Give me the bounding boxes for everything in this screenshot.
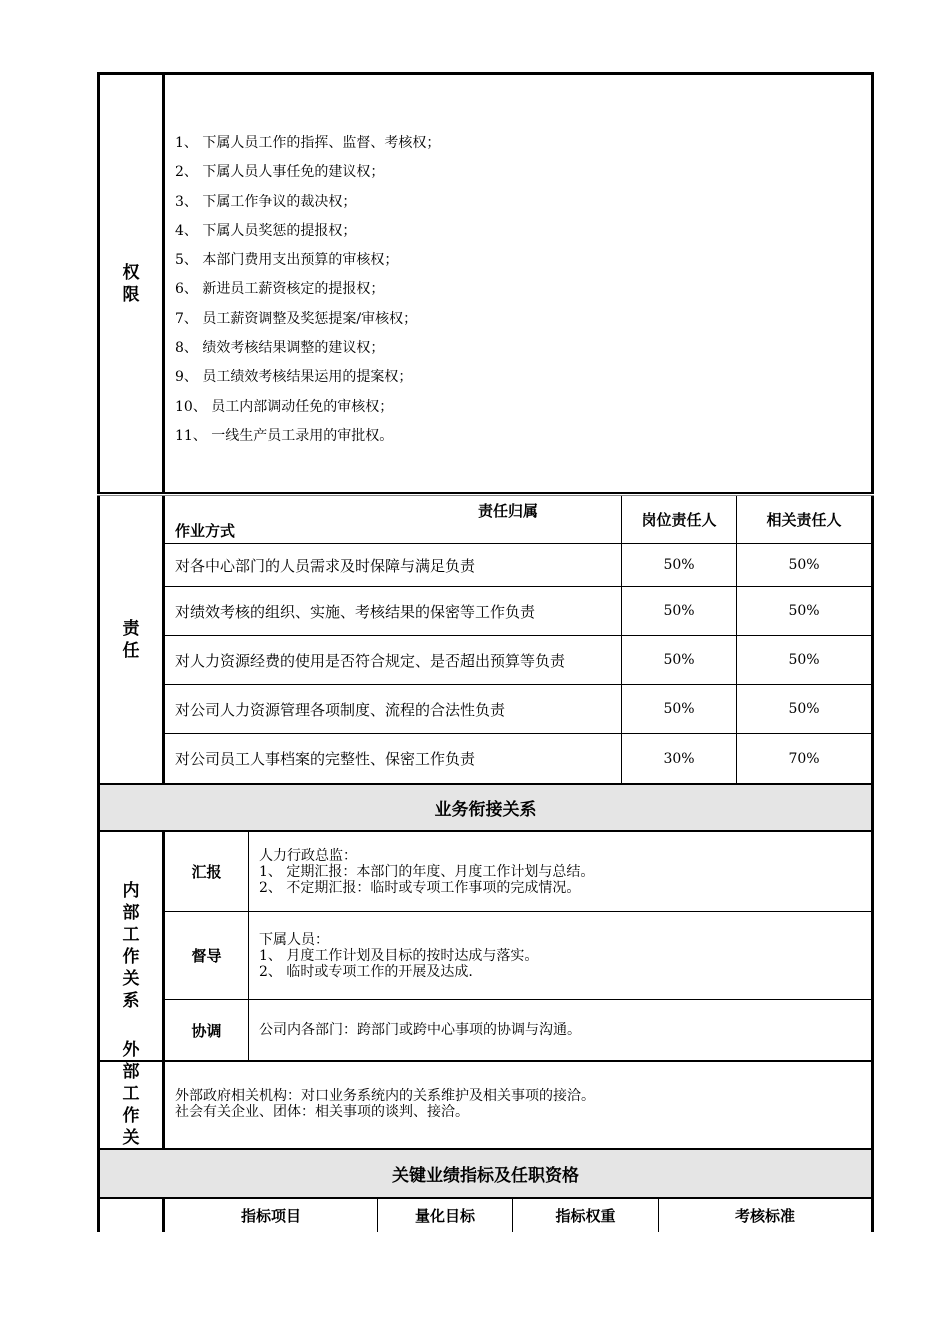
external-relations-label: 外部工作关 [97,1062,165,1148]
relation-line: 2、 临时或专项工作的开展及达成. [259,964,473,980]
external-relations-section [97,1040,874,1148]
internal-relations-label: 内部工作关系 [97,832,165,1060]
relation-line: 2、 不定期汇报：临时或专项工作事项的完成情况。 [259,880,581,896]
responsibility-related-share: 50% [737,544,871,587]
kpi-header-row [97,1199,874,1232]
responsibility-post-share: 50% [622,587,737,636]
authority-label: 权限 [97,75,165,493]
kpi-banner: 关键业绩指标及任职资格 [97,1150,874,1197]
header-left-label: 作业方式 [175,522,236,540]
relation-detail-coordinate [249,1000,871,1060]
relation-type-coordinate: 协调 [165,1000,249,1060]
kpi-label-empty [97,1199,165,1232]
responsibility-post-share: 50% [622,544,737,587]
internal-relations-section [97,832,874,1060]
authority-item: 9、 员工绩效考核结果运用的提案权； [175,369,413,386]
responsibility-label: 责任 [97,496,165,783]
business-relations-banner: 业务衔接关系 [97,785,874,830]
authority-item: 6、 新进员工薪资核定的提报权； [175,281,385,298]
relation-line: 外部政府相关机构：对口业务系统内的关系维护及相关事项的接洽。 [175,1088,595,1104]
job-description-table [97,72,874,1232]
relation-detail-supervise [249,912,871,1000]
authority-list [175,129,440,451]
relation-type-report: 汇报 [165,832,249,912]
authority-item: 10、 员工内部调动任免的审核权； [175,398,394,415]
responsibility-body [165,496,874,783]
external-relations-body [165,1062,874,1148]
responsibility-section [97,496,874,783]
relation-line: 社会有关企业、团体：相关事项的谈判、接洽。 [175,1104,469,1120]
col-header-post: 岗位责任人 [622,496,737,544]
authority-item: 4、 下属人员奖惩的提报权； [175,222,357,239]
relation-line: 公司内各部门：跨部门或跨中心事项的协调与沟通。 [259,1022,581,1038]
authority-item: 7、 员工薪资调整及奖惩提案/审核权； [175,310,418,327]
responsibility-related-share: 50% [737,685,871,734]
relation-line: 下属人员： [259,932,329,948]
relation-line: 人力行政总监： [259,848,357,864]
kpi-header-body [165,1199,874,1232]
responsibility-task: 对人力资源经费的使用是否符合规定、是否超出预算等负责 [165,636,622,685]
responsibility-post-share: 30% [622,734,737,783]
authority-body [165,75,874,493]
authority-item: 1、 下属人员工作的指挥、监督、考核权； [175,135,441,151]
responsibility-related-share: 50% [737,587,871,636]
authority-section [97,75,874,493]
responsibility-post-share: 50% [622,636,737,685]
authority-item: 11、 一线生产员工录用的审批权。 [175,427,394,444]
responsibility-post-share: 50% [622,685,737,734]
kpi-col-target: 量化目标 [378,1199,513,1232]
responsibility-header-diagonal [165,496,622,544]
kpi-col-weight: 指标权重 [513,1199,659,1232]
header-top-label: 责任归属 [478,502,539,520]
section-divider [97,492,874,494]
authority-item: 5、 本部门费用支出预算的审核权； [175,252,399,269]
relation-type-supervise: 督导 [165,912,249,1000]
authority-item: 2、 下属人员人事任免的建议权； [175,164,385,181]
kpi-col-standard: 考核标准 [734,1207,795,1225]
col-header-related: 相关责任人 [737,496,871,544]
internal-relations-body [165,832,874,1060]
responsibility-related-share: 70% [788,750,820,767]
relation-detail-report [249,832,871,912]
responsibility-task: 对公司人力资源管理各项制度、流程的合法性负责 [165,685,622,734]
relation-line: 1、 月度工作计划及目标的按时达成与落实。 [259,948,539,964]
responsibility-task: 对公司员工人事档案的完整性、保密工作负责 [165,734,622,783]
relation-line: 1、 定期汇报：本部门的年度、月度工作计划与总结。 [259,864,595,880]
authority-item: 8、 绩效考核结果调整的建议权； [175,340,385,357]
responsibility-task: 对各中心部门的人员需求及时保障与满足负责 [165,544,622,587]
kpi-col-item: 指标项目 [165,1199,378,1232]
authority-item: 3、 下属工作争议的裁决权； [175,193,357,210]
responsibility-related-share: 50% [737,636,871,685]
responsibility-task: 对绩效考核的组织、实施、考核结果的保密等工作负责 [165,587,622,636]
